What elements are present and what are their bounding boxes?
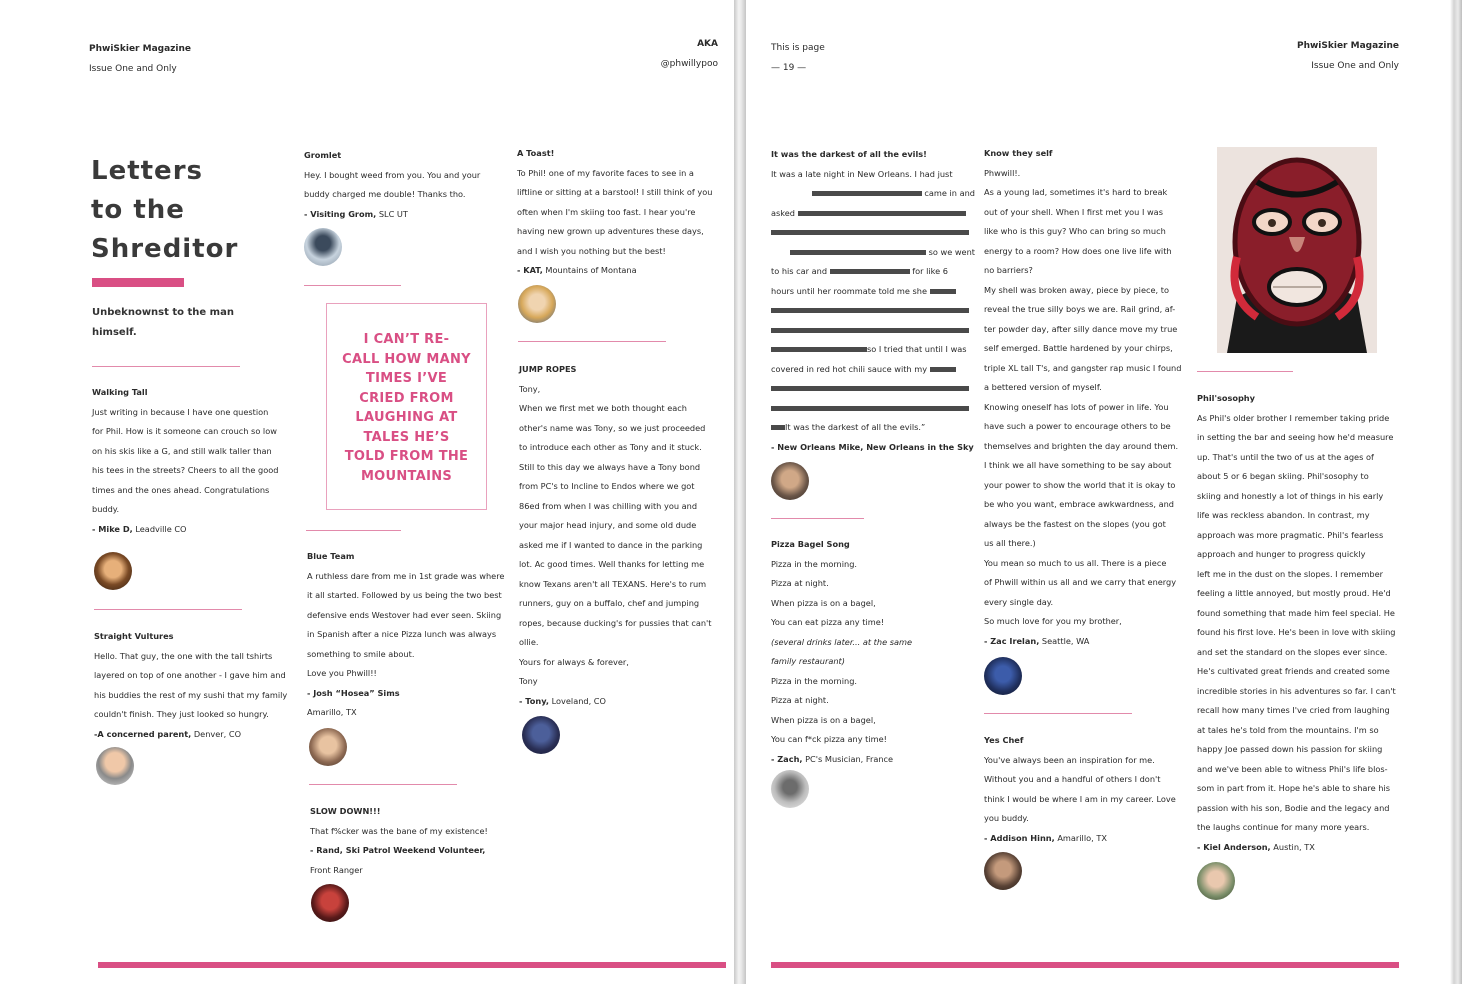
redaction-bar <box>771 230 969 235</box>
letter-signature: - Addison Hinn, Amarillo, TX <box>984 832 1107 843</box>
redaction-bar <box>790 250 926 255</box>
letter-yes-chef: Yes Chef You've always been an inspiration for me. Without you and a handful of others I don't think I would be where I am in my career. Love you buddy. - Addison Hinn, Amarillo, TX <box>984 731 1189 848</box>
divider <box>984 713 1132 714</box>
redaction-bar <box>930 289 956 294</box>
redaction-bar <box>771 406 969 411</box>
letter-heading: Walking Tall <box>92 387 148 397</box>
mask-illustration <box>1217 147 1377 353</box>
title-underline <box>92 278 184 287</box>
redaction-bar <box>771 328 969 333</box>
redaction-bar <box>771 347 867 352</box>
aka-header <box>600 34 718 74</box>
letter-straight-vultures: Straight Vultures Hello. That guy, the one with the tall tshirts layered on top of one another - I gave him and his buddies the rest of my sushi that my family couldn't finish. They just looked so hungry. -A concerned parent, Denver, CO <box>94 627 299 744</box>
letter-pizza-bagel: Pizza Bagel Song Pizza in the morning. Pizza at night. When pizza is on a bagel, You can eat pizza any time! (several drinks later... at the same family restaurant) Pizza in the morning. Pizza at night. When pizza is on a bagel, You can f*ck pizza any time! - Zach, PC's Musician, France <box>771 535 975 769</box>
letter-blue-team: Blue Team A ruthless dare from me in 1st grade was where it all started. Followed by us being the two best defensive ends Westover had ever seen. Skiing in Spanish after a nice Pizza lunch was always something to smile about. Love you Phwill!! - Josh “Hosea” Sims Amarillo, TX <box>307 547 512 723</box>
avatar-josh-sims <box>309 728 347 766</box>
letter-darkest: It was the darkest of all the evils! It was a late night in New Orleans. I had just came in and asked so we went to his car and for like 6 hours until her roommate told me she so I tried that until I was covered in red hot chili sauce with my It was the darkest of all the evils.” - New Orleans Mike, New Orleans in the Sky <box>771 145 975 457</box>
avatar-rand <box>311 884 349 922</box>
letter-signature: - KAT, Mountains of Montana <box>517 265 637 275</box>
letter-slow-down: SLOW DOWN!!! That f%cker was the bane of my existence! - Rand, Ski Patrol Weekend Volunteer, Front Ranger <box>310 802 515 880</box>
letter-heading: A Toast! <box>517 148 555 158</box>
letter-philsosophy: Phil'sosophy As Phil's older brother I remember taking pride in setting the bar and seeing how he'd measure up. That's until the two of us at the ages of about 5 or 6 began skiing. Phil'sosophy to skiing and honestly a lot of things in his early life was reckless abandon. In contrast, my approach was more pragmatic. Phil's fearless approach and hunger to progress quickly left me in the dust on the slopes. I remember feeling a little annoyed, but mostly proud. He'd found something that made him feel special. He found his first love. He's been in love with skiing and set the standard on the slopes ever since. He's cultivated great friends and created some incredible stories in his adventures so far. I can't recall how many times I've cried from laughing at tales he's told from the mountains. I'm so happy Joe passed down his passion for skiing and we've been able to witness Phil's life blos- som in part from it. Hope he's able to share his passion with his son, Bodie and the legacy and the laughs continue for many more years. - Kiel Anderson, Austin, TX <box>1197 389 1407 857</box>
page-number: — 19 — <box>771 63 807 73</box>
bottom-accent-bar <box>98 962 726 968</box>
letter-heading: Gromlet <box>304 150 342 160</box>
book-edge-right <box>1450 0 1462 984</box>
divider <box>1197 371 1293 372</box>
divider <box>306 530 401 531</box>
avatar-zac-irelan <box>984 657 1022 695</box>
avatar-kat <box>518 285 556 323</box>
letter-heading: Phil'sosophy <box>1197 393 1255 403</box>
letter-gromlet: Gromlet Hey. I bought weed from you. You and your buddy charged me double! Thanks tho. - Visiting Grom, SLC UT <box>304 146 504 224</box>
letter-know-thy-self: Know they self Phwwill!. As a young lad, sometimes it's hard to break out of your shell. When I first met you I was like who is this guy? Who can bring so much energy to a room? How does one live life with no barriers? My shell was broken away, piece by piece, to reveal the true silly boys we are. Rail grind, af- ter powder day, after silly dance move my true self emerged. Battle hardened by your chirps, triple XL tall T's, and gangster rap music I found a bettered version of myself. Knowing oneself has lots of power in life. You have such a power to encourage others to be themselves and brighten the day around them. I think we all have something to be say about your power to show the world that it is okay to be who you want, embrace awkwardness, and always be the fastest on the slopes (you got us all there.) You mean so much to us all. There is a piece of Phwill within us all and we carry that energy every single day. So much love for you my brother, - Zac Irelan, Seattle, WA <box>984 144 1189 651</box>
right-header <box>1250 36 1399 76</box>
redaction-bar <box>930 367 956 372</box>
left-header <box>89 39 191 79</box>
redaction-bar <box>771 308 969 313</box>
divider <box>304 285 401 286</box>
page-subtitle: Unbeknownst to the man himself. <box>92 307 234 338</box>
letter-heading: Yes Chef <box>984 735 1024 745</box>
letter-signature: - Kiel Anderson, Austin, TX <box>1197 841 1315 852</box>
avatar-mike-d <box>94 552 132 590</box>
page-number-header <box>771 38 825 78</box>
divider <box>518 341 666 342</box>
handle-label: @phwillypoo <box>660 59 718 69</box>
magazine-name: PhwiSkier Magazine <box>1296 41 1399 51</box>
bottom-accent-bar <box>771 962 1399 968</box>
letter-walking-tall: Walking Tall Just writing in because I have one question for Phil. How is it someone can crouch so low on his skis like a G, and still walk taller than his tees in the streets? Cheers to all the good times and the ones ahead. Congratulations buddy. - Mike D, Leadville CO <box>92 383 297 539</box>
letter-heading: It was the darkest of all the evils! <box>771 149 927 159</box>
letter-heading: JUMP ROPES <box>519 364 577 374</box>
letter-signature: - Rand, Ski Patrol Weekend Volunteer, <box>310 845 486 855</box>
letter-heading: Straight Vultures <box>94 631 174 641</box>
this-is-page-label: This is page <box>771 43 825 53</box>
letter-signature: - Zac Irelan, Seattle, WA <box>984 635 1090 646</box>
divider <box>309 784 457 785</box>
avatar-kiel-anderson <box>1197 862 1235 900</box>
letter-jump-ropes: JUMP ROPES Tony, When we first met we both thought each other's name was Tony, so we just proceeded to introduce each other as Tony and it stuck. Still to this day we always have a Tony bond from PC's to Incline to Endos where we got 86ed from when I was chilling with you and your major head injury, and some old dude asked me if I wanted to dance in the parking lot. Ac good times. Well thanks for letting me know Texans aren't all TEXANS. Here's to rum runners, guy on a buffalo, chef and jumping ropes, because ducking's for pussies that can't ollie. Yours for always & forever, Tony - Tony, Loveland, CO <box>519 360 731 711</box>
redaction-bar <box>771 425 785 430</box>
redaction-bar <box>812 191 922 196</box>
aka-label: AKA <box>697 39 718 49</box>
avatar-visiting-grom <box>304 228 342 266</box>
avatar-addison-hinn <box>984 852 1022 890</box>
letter-signature: - Tony, Loveland, CO <box>519 695 606 706</box>
avatar-zach <box>771 770 809 808</box>
divider <box>92 366 240 367</box>
book-gutter <box>734 0 746 984</box>
letter-signature: - Mike D, Leadville CO <box>92 523 187 534</box>
letter-signature: - Josh “Hosea” Sims <box>307 687 400 698</box>
letter-signature: - Zach, PC's Musician, France <box>771 753 894 764</box>
letter-signature: - New Orleans Mike, New Orleans in the Sky <box>771 441 974 452</box>
redaction-bar <box>771 386 969 391</box>
redaction-bar <box>830 269 910 274</box>
redaction-bar <box>798 211 966 216</box>
pull-quote: I CAN’T RE- CALL HOW MANY TIMES I’VE CRIED FROM LAUGHING AT TALES HE’S TOLD FROM THE MOUNTAINS <box>326 303 487 510</box>
letter-a-toast: A Toast! To Phil! one of my favorite faces to see in a liftline or sitting at a barstool! I still think of you often when I'm skiing too fast. I hear you're having new grown up adventures these days, and I wish you nothing but the best! - KAT, Mountains of Montana <box>517 144 727 281</box>
avatar-new-orleans-mike <box>771 462 809 500</box>
letter-heading: SLOW DOWN!!! <box>310 806 381 816</box>
letter-heading: Pizza Bagel Song <box>771 539 850 549</box>
avatar-concerned-parent <box>96 747 134 785</box>
avatar-tony <box>522 716 560 754</box>
issue-label: Issue One and Only <box>1311 61 1399 71</box>
divider <box>94 609 242 610</box>
page-title: Letters to the Shreditor <box>91 156 239 264</box>
issue-label: Issue One and Only <box>89 64 177 74</box>
divider <box>771 518 864 519</box>
magazine-name: PhwiSkier Magazine <box>89 44 192 54</box>
letter-signature: -A concerned parent, Denver, CO <box>94 728 242 739</box>
luchador-mask-photo <box>1217 147 1377 353</box>
letter-heading: Know they self <box>984 148 1053 158</box>
letter-heading: Blue Team <box>307 551 355 561</box>
letter-signature: - Visiting Grom, SLC UT <box>304 208 408 219</box>
